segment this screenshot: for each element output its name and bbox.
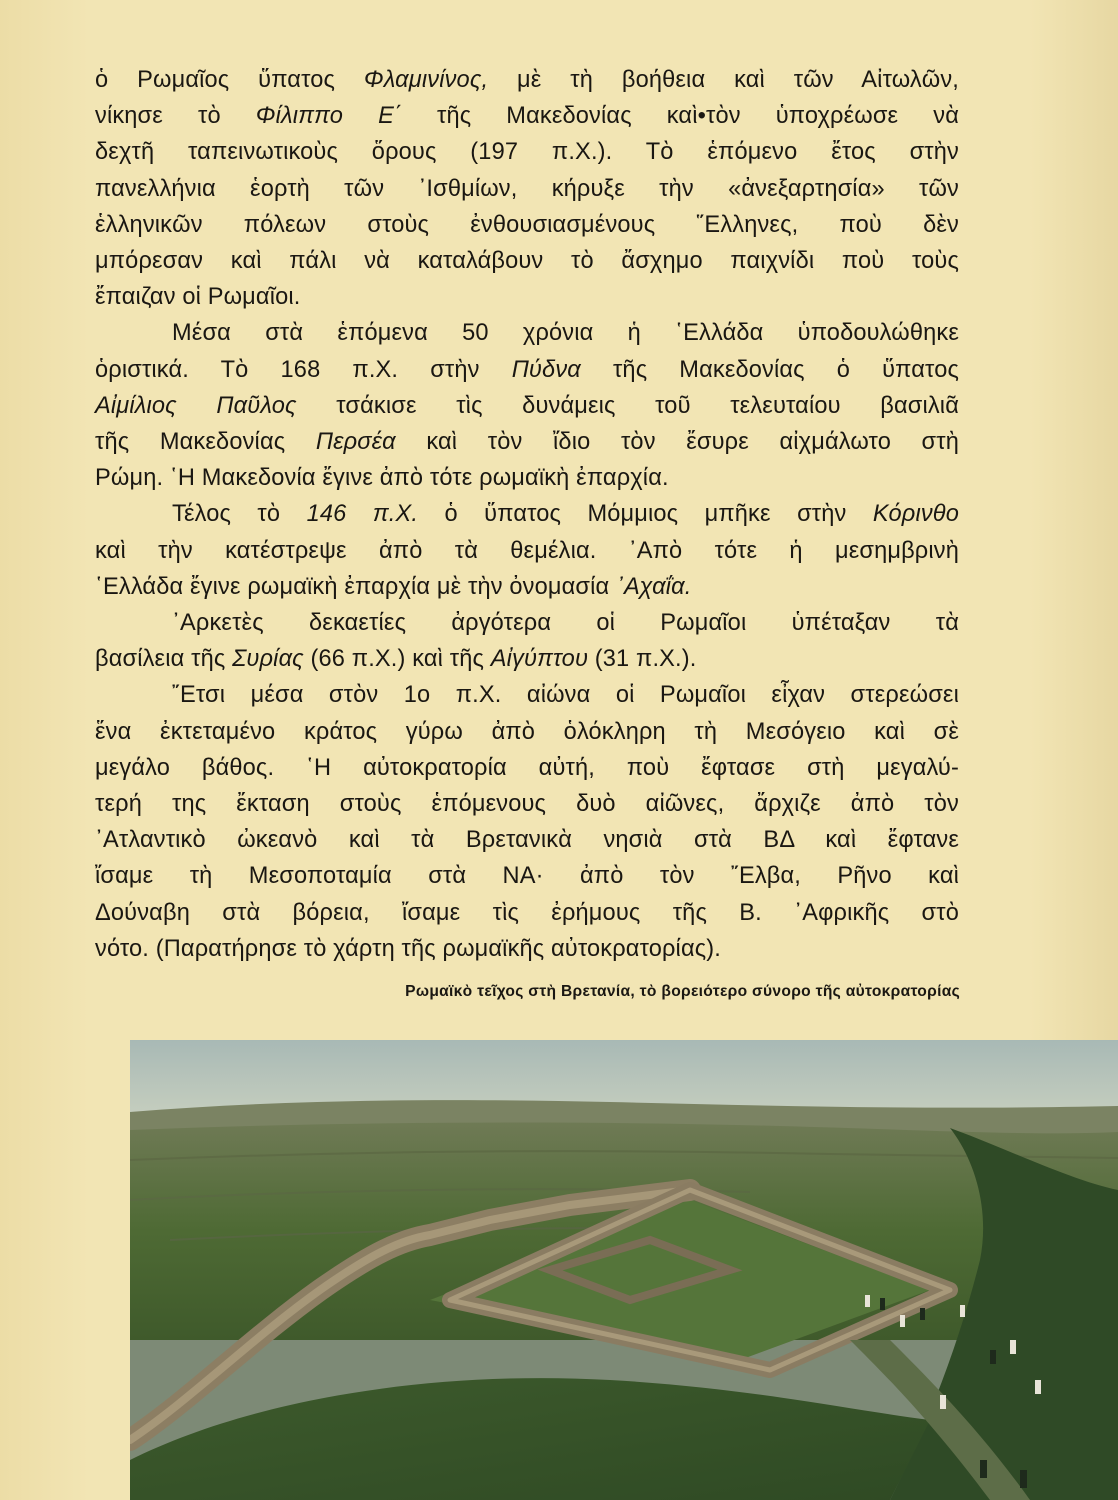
- italic-term: Αἰμίλιος Παῦλος: [95, 392, 297, 419]
- text-run: πανελλήνια ἑορτὴ τῶν ᾿Ισθμίων, κήρυξε τὴν «ἀνεξαρτησία» τῶν: [95, 175, 959, 202]
- hadrians-wall-photo: [130, 1040, 1118, 1500]
- text-run: ἕνα ἐκτεταμένο κράτος γύρω ἀπὸ ὁλόκληρη τὴ Μεσόγειο καὶ σὲ: [95, 718, 959, 745]
- text-run: μεγάλο βάθος. ῾Η αὐτοκρατορία αὐτή, ποὺ ἔφτασε στὴ μεγαλύ-: [95, 754, 959, 781]
- text-run: ἴσαμε τὴ Μεσοποταμία στὰ ΝΑ· ἀπὸ τὸν ῎Ελβα, Ρῆνο καὶ: [95, 863, 959, 890]
- text-line: [95, 858, 959, 894]
- text-run: βασίλεια τῆς: [95, 646, 233, 673]
- text-run: μπόρεσαν καὶ πάλι νὰ καταλάβουν τὸ ἄσχημο παιχνίδι ποὺ τοὺς: [95, 248, 959, 275]
- photo-caption: Ρωμαϊκὸ τεῖχος στὴ Βρετανία, τὸ βορειότερο σύνορο τῆς αὐτοκρατορίας: [405, 983, 960, 1000]
- text-line: [95, 279, 959, 315]
- body-text: [95, 62, 959, 967]
- text-line: [95, 750, 959, 786]
- italic-term: Φίλιππο Ε΄: [255, 103, 402, 130]
- text-run: (66 π.Χ.) καὶ τῆς: [303, 646, 491, 673]
- text-line: [95, 424, 959, 460]
- text-run: τῆς Μακεδονίας ὁ ὕπατος: [580, 356, 959, 383]
- italic-term: 146 π.Χ.: [306, 501, 419, 528]
- italic-term: ᾿Αχαΐα.: [616, 573, 692, 600]
- text-line: [95, 533, 959, 569]
- text-run: τερή της ἔκταση στοὺς ἑπόμενους δυὸ αἰῶνες, ἄρχιζε ἀπὸ τὸν: [95, 791, 959, 818]
- paragraph-p2: [95, 315, 959, 496]
- text-line: [95, 931, 959, 967]
- paragraph-p4: [95, 605, 959, 677]
- text-line: [95, 134, 959, 170]
- text-line: [95, 569, 959, 605]
- text-line: [95, 677, 959, 713]
- text-run: ᾿Αρκετὲς δεκαετίες ἀργότερα οἱ Ρωμαῖοι ὑπέταξαν τὰ: [172, 610, 959, 637]
- text-run: δεχτῆ ταπεινωτικοὺς ὅρους (197 π.Χ.). Τὸ ἑπόμενο ἔτος στὴν: [95, 139, 959, 166]
- text-run: καὶ τὸν ἴδιο τὸν ἔσυρε αἰχμάλωτο στὴ: [395, 429, 959, 456]
- text-run: ἑλληνικῶν πόλεων στοὺς ἐνθουσιασμένους ῞Ελληνες, ποὺ δὲν: [95, 211, 959, 238]
- text-line: [95, 605, 959, 641]
- text-run: ῾Ελλάδα ἔγινε ρωμαϊκὴ ἐπαρχία μὲ τὴν ὀνομασία: [95, 573, 616, 600]
- text-line: [95, 388, 959, 424]
- text-run: ᾿Ατλαντικὸ ὠκεανὸ καὶ τὰ Βρετανικὰ νησιὰ στὰ ΒΔ καὶ ἔφτανε: [95, 827, 959, 854]
- text-line: [95, 496, 959, 532]
- text-run: ὁριστικά. Τὸ 168 π.Χ. στὴν: [95, 356, 512, 383]
- italic-term: Πύδνα: [511, 356, 581, 383]
- text-line: [95, 822, 959, 858]
- text-run: Μέσα στὰ ἑπόμενα 50 χρόνια ἡ ῾Ελλάδα ὑποδουλώθηκε: [172, 320, 959, 347]
- text-run: ὁ Ρωμαῖος ὕπατος: [95, 67, 364, 93]
- text-line: [95, 62, 959, 98]
- paragraph-p5: [95, 677, 959, 967]
- italic-term: Φλαμινίνος,: [363, 67, 489, 93]
- text-line: [95, 207, 959, 243]
- text-run: ὁ ὕπατος Μόμμιος μπῆκε στὴν: [418, 501, 873, 528]
- text-run: τῆς Μακεδονίας: [95, 429, 316, 456]
- text-line: [95, 895, 959, 931]
- text-line: [95, 714, 959, 750]
- text-run: νότο. (Παρατήρησε τὸ χάρτη τῆς ρωμαϊκῆς αὐτοκρατορίας).: [95, 935, 721, 962]
- paragraph-p1: [95, 62, 959, 315]
- text-run: νίκησε τὸ: [95, 103, 256, 130]
- text-line: [95, 641, 959, 677]
- italic-term: Κόρινθο: [872, 501, 959, 528]
- text-run: Ρώμη. ῾Η Μακεδονία ἔγινε ἀπὸ τότε ρωμαϊκὴ ἐπαρχία.: [95, 465, 669, 492]
- text-line: [95, 460, 959, 496]
- paragraph-p3: [95, 496, 959, 605]
- text-run: (31 π.Χ.).: [588, 646, 697, 673]
- text-run: μὲ τὴ βοήθεια καὶ τῶν Αἰτωλῶν,: [488, 67, 959, 93]
- text-run: καὶ τὴν κατέστρεψε ἀπὸ τὰ θεμέλια. ᾿Απὸ τότε ἡ μεσημβρινὴ: [95, 537, 959, 564]
- text-line: [95, 171, 959, 207]
- text-run: ἔπαιζαν οἱ Ρωμαῖοι.: [95, 284, 301, 311]
- text-run: Δούναβη στὰ βόρεια, ἴσαμε τὶς ἐρήμους τῆς Β. ᾿Αφρικῆς στὸ: [95, 899, 959, 926]
- text-line: [95, 352, 959, 388]
- italic-term: Συρίας: [232, 646, 304, 673]
- italic-term: Αἰγύπτου: [490, 646, 589, 673]
- text-run: ῎Ετσι μέσα στὸν 1ο π.Χ. αἰώνα οἱ Ρωμαῖοι εἶχαν στερεώσει: [172, 682, 959, 709]
- text-line: [95, 243, 959, 279]
- text-line: [95, 98, 959, 134]
- text-run: τσάκισε τὶς δυνάμεις τοῦ τελευταίου βασιλιᾶ: [296, 392, 959, 419]
- text-run: τῆς Μακεδονίας καὶ•τὸν ὑποχρέωσε νὰ: [401, 103, 959, 130]
- text-line: [95, 786, 959, 822]
- text-run: Τέλος τὸ: [172, 501, 307, 528]
- italic-term: Περσέα: [315, 429, 396, 456]
- text-line: [95, 315, 959, 351]
